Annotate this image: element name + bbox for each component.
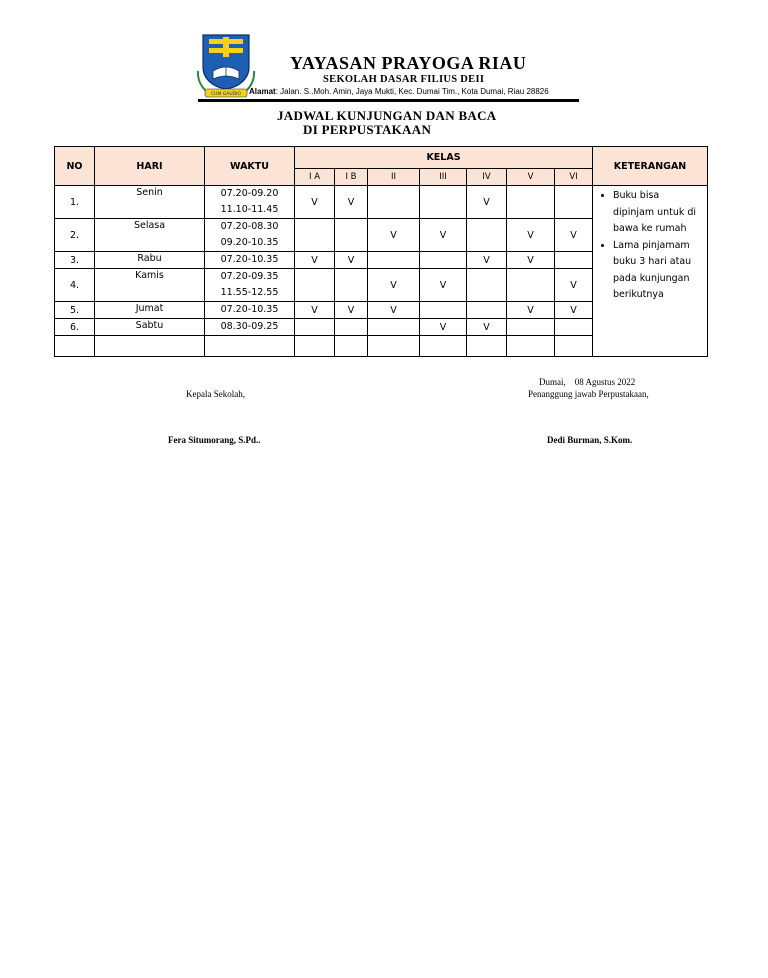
cell-empty <box>555 336 593 357</box>
header-kelas-col: V <box>507 169 555 186</box>
cell-hari: Rabu <box>95 252 205 269</box>
school-name: SEKOLAH DASAR FILIUS DEII <box>323 74 485 85</box>
cell-empty <box>295 336 335 357</box>
cell-kelas-mark: V <box>420 219 467 252</box>
cell-kelas-mark <box>467 269 507 302</box>
cell-hari: Sabtu <box>95 319 205 336</box>
waktu-time: 11.10-11.45 <box>220 204 279 215</box>
cell-kelas-mark: V <box>295 252 335 269</box>
waktu-time: 08.30-09.25 <box>220 321 279 332</box>
waktu-time: 07.20-09.35 <box>220 271 279 282</box>
waktu-time: 07.20-08.30 <box>220 221 279 232</box>
cell-waktu <box>205 186 295 219</box>
cell-empty <box>95 336 205 357</box>
header-keterangan: KETERANGAN <box>593 147 708 186</box>
cell-kelas-mark <box>555 319 593 336</box>
keterangan-item: • Buku bisa dipinjam untuk di bawa ke rumah <box>613 188 703 238</box>
cell-kelas-mark: V <box>368 302 420 319</box>
cell-kelas-mark <box>420 252 467 269</box>
address-text: : Jalan. S..Moh. Amin, Jaya Mukti, Kec. Dumai Tim., Kota Dumai, Riau 28826 <box>275 87 549 96</box>
cell-kelas-mark <box>555 252 593 269</box>
cell-no: 4. <box>55 269 95 302</box>
cell-kelas-mark: V <box>507 252 555 269</box>
header-no: NO <box>55 147 95 186</box>
svg-text:CUM GAUDIO: CUM GAUDIO <box>211 92 241 97</box>
cell-empty <box>335 336 368 357</box>
cell-kelas-mark: V <box>467 319 507 336</box>
document-title: JADWAL KUNJUNGAN DAN BACA <box>277 108 497 123</box>
cell-waktu <box>205 219 295 252</box>
cell-waktu <box>205 269 295 302</box>
cell-kelas-mark: V <box>368 269 420 302</box>
librarian-title: Penanggung jawab Perpustakaan, <box>528 389 649 399</box>
table-row <box>55 186 708 219</box>
cell-kelas-mark: V <box>555 302 593 319</box>
cell-kelas-mark: V <box>335 252 368 269</box>
header-kelas: KELAS <box>295 147 593 169</box>
cell-kelas-mark <box>368 252 420 269</box>
cell-hari: Kamis <box>95 269 205 302</box>
keterangan-list <box>597 188 703 304</box>
cell-kelas-mark <box>420 302 467 319</box>
school-address <box>249 87 549 96</box>
document-subtitle: DI PERPUSTAKAAN <box>303 122 432 137</box>
cell-empty <box>205 336 295 357</box>
cell-waktu <box>205 252 295 269</box>
cell-kelas-mark <box>295 219 335 252</box>
waktu-time: 11.55-12.55 <box>220 287 279 298</box>
cell-kelas-mark: V <box>295 302 335 319</box>
header-kelas-col: III <box>420 169 467 186</box>
cell-waktu <box>205 319 295 336</box>
cell-kelas-mark <box>507 186 555 219</box>
cell-kelas-mark: V <box>295 186 335 219</box>
cell-kelas-mark: V <box>420 319 467 336</box>
cell-kelas-mark: V <box>467 252 507 269</box>
waktu-time: 07.20-10.35 <box>220 304 279 315</box>
cell-kelas-mark: V <box>368 219 420 252</box>
cell-kelas-mark <box>420 186 467 219</box>
cell-kelas-mark: V <box>467 186 507 219</box>
cell-no: 2. <box>55 219 95 252</box>
waktu-time: 07.20-10.35 <box>220 254 279 265</box>
keterangan-item: • Lama pinjamam buku 3 hari atau pada kunjungan berikutnya <box>613 238 703 304</box>
header-kelas-col: II <box>368 169 420 186</box>
cell-hari: Jumat <box>95 302 205 319</box>
cell-kelas-mark: V <box>507 302 555 319</box>
cell-empty <box>368 336 420 357</box>
cell-waktu <box>205 302 295 319</box>
cell-empty <box>55 336 95 357</box>
cell-empty <box>467 336 507 357</box>
header-kelas-col: IV <box>467 169 507 186</box>
cell-empty <box>420 336 467 357</box>
principal-title: Kepala Sekolah, <box>186 389 245 399</box>
cell-kelas-mark: V <box>555 219 593 252</box>
cell-no: 5. <box>55 302 95 319</box>
cell-kelas-mark: V <box>507 219 555 252</box>
header-kelas-col: I A <box>295 169 335 186</box>
cell-kelas-mark <box>555 186 593 219</box>
address-label: Alamat <box>249 87 276 96</box>
cell-kelas-mark <box>295 319 335 336</box>
cell-kelas-mark <box>368 319 420 336</box>
cell-kelas-mark <box>295 269 335 302</box>
waktu-time: 07.20-09.20 <box>220 188 279 199</box>
cell-hari: Selasa <box>95 219 205 252</box>
cell-no: 3. <box>55 252 95 269</box>
waktu-time: 09.20-10.35 <box>220 237 279 248</box>
cell-kelas-mark <box>507 319 555 336</box>
header-divider <box>198 99 579 102</box>
cell-no: 6. <box>55 319 95 336</box>
header-hari: HARI <box>95 147 205 186</box>
cell-kelas-mark <box>335 319 368 336</box>
header-kelas-col: VI <box>555 169 593 186</box>
place-date: Dumai, 08 Agustus 2022 <box>539 377 636 387</box>
cell-kelas-mark: V <box>335 302 368 319</box>
cell-kelas-mark <box>507 269 555 302</box>
cell-no: 1. <box>55 186 95 219</box>
cell-empty <box>507 336 555 357</box>
schedule-table <box>54 146 708 357</box>
foundation-name: YAYASAN PRAYOGA RIAU <box>290 53 527 73</box>
school-logo <box>195 33 257 101</box>
cell-hari: Senin <box>95 186 205 219</box>
cell-kelas-mark: V <box>555 269 593 302</box>
librarian-name: Dedi Burman, S.Kom. <box>547 435 633 445</box>
cell-kelas-mark: V <box>420 269 467 302</box>
cell-kelas-mark <box>467 302 507 319</box>
principal-name: Fera Situmorang, S.Pd.. <box>168 435 261 445</box>
header-waktu: WAKTU <box>205 147 295 186</box>
cell-keterangan <box>593 186 708 357</box>
cell-kelas-mark <box>368 186 420 219</box>
cell-kelas-mark <box>467 219 507 252</box>
cell-kelas-mark <box>335 219 368 252</box>
cell-kelas-mark <box>335 269 368 302</box>
header-kelas-col: I B <box>335 169 368 186</box>
cell-kelas-mark: V <box>335 186 368 219</box>
